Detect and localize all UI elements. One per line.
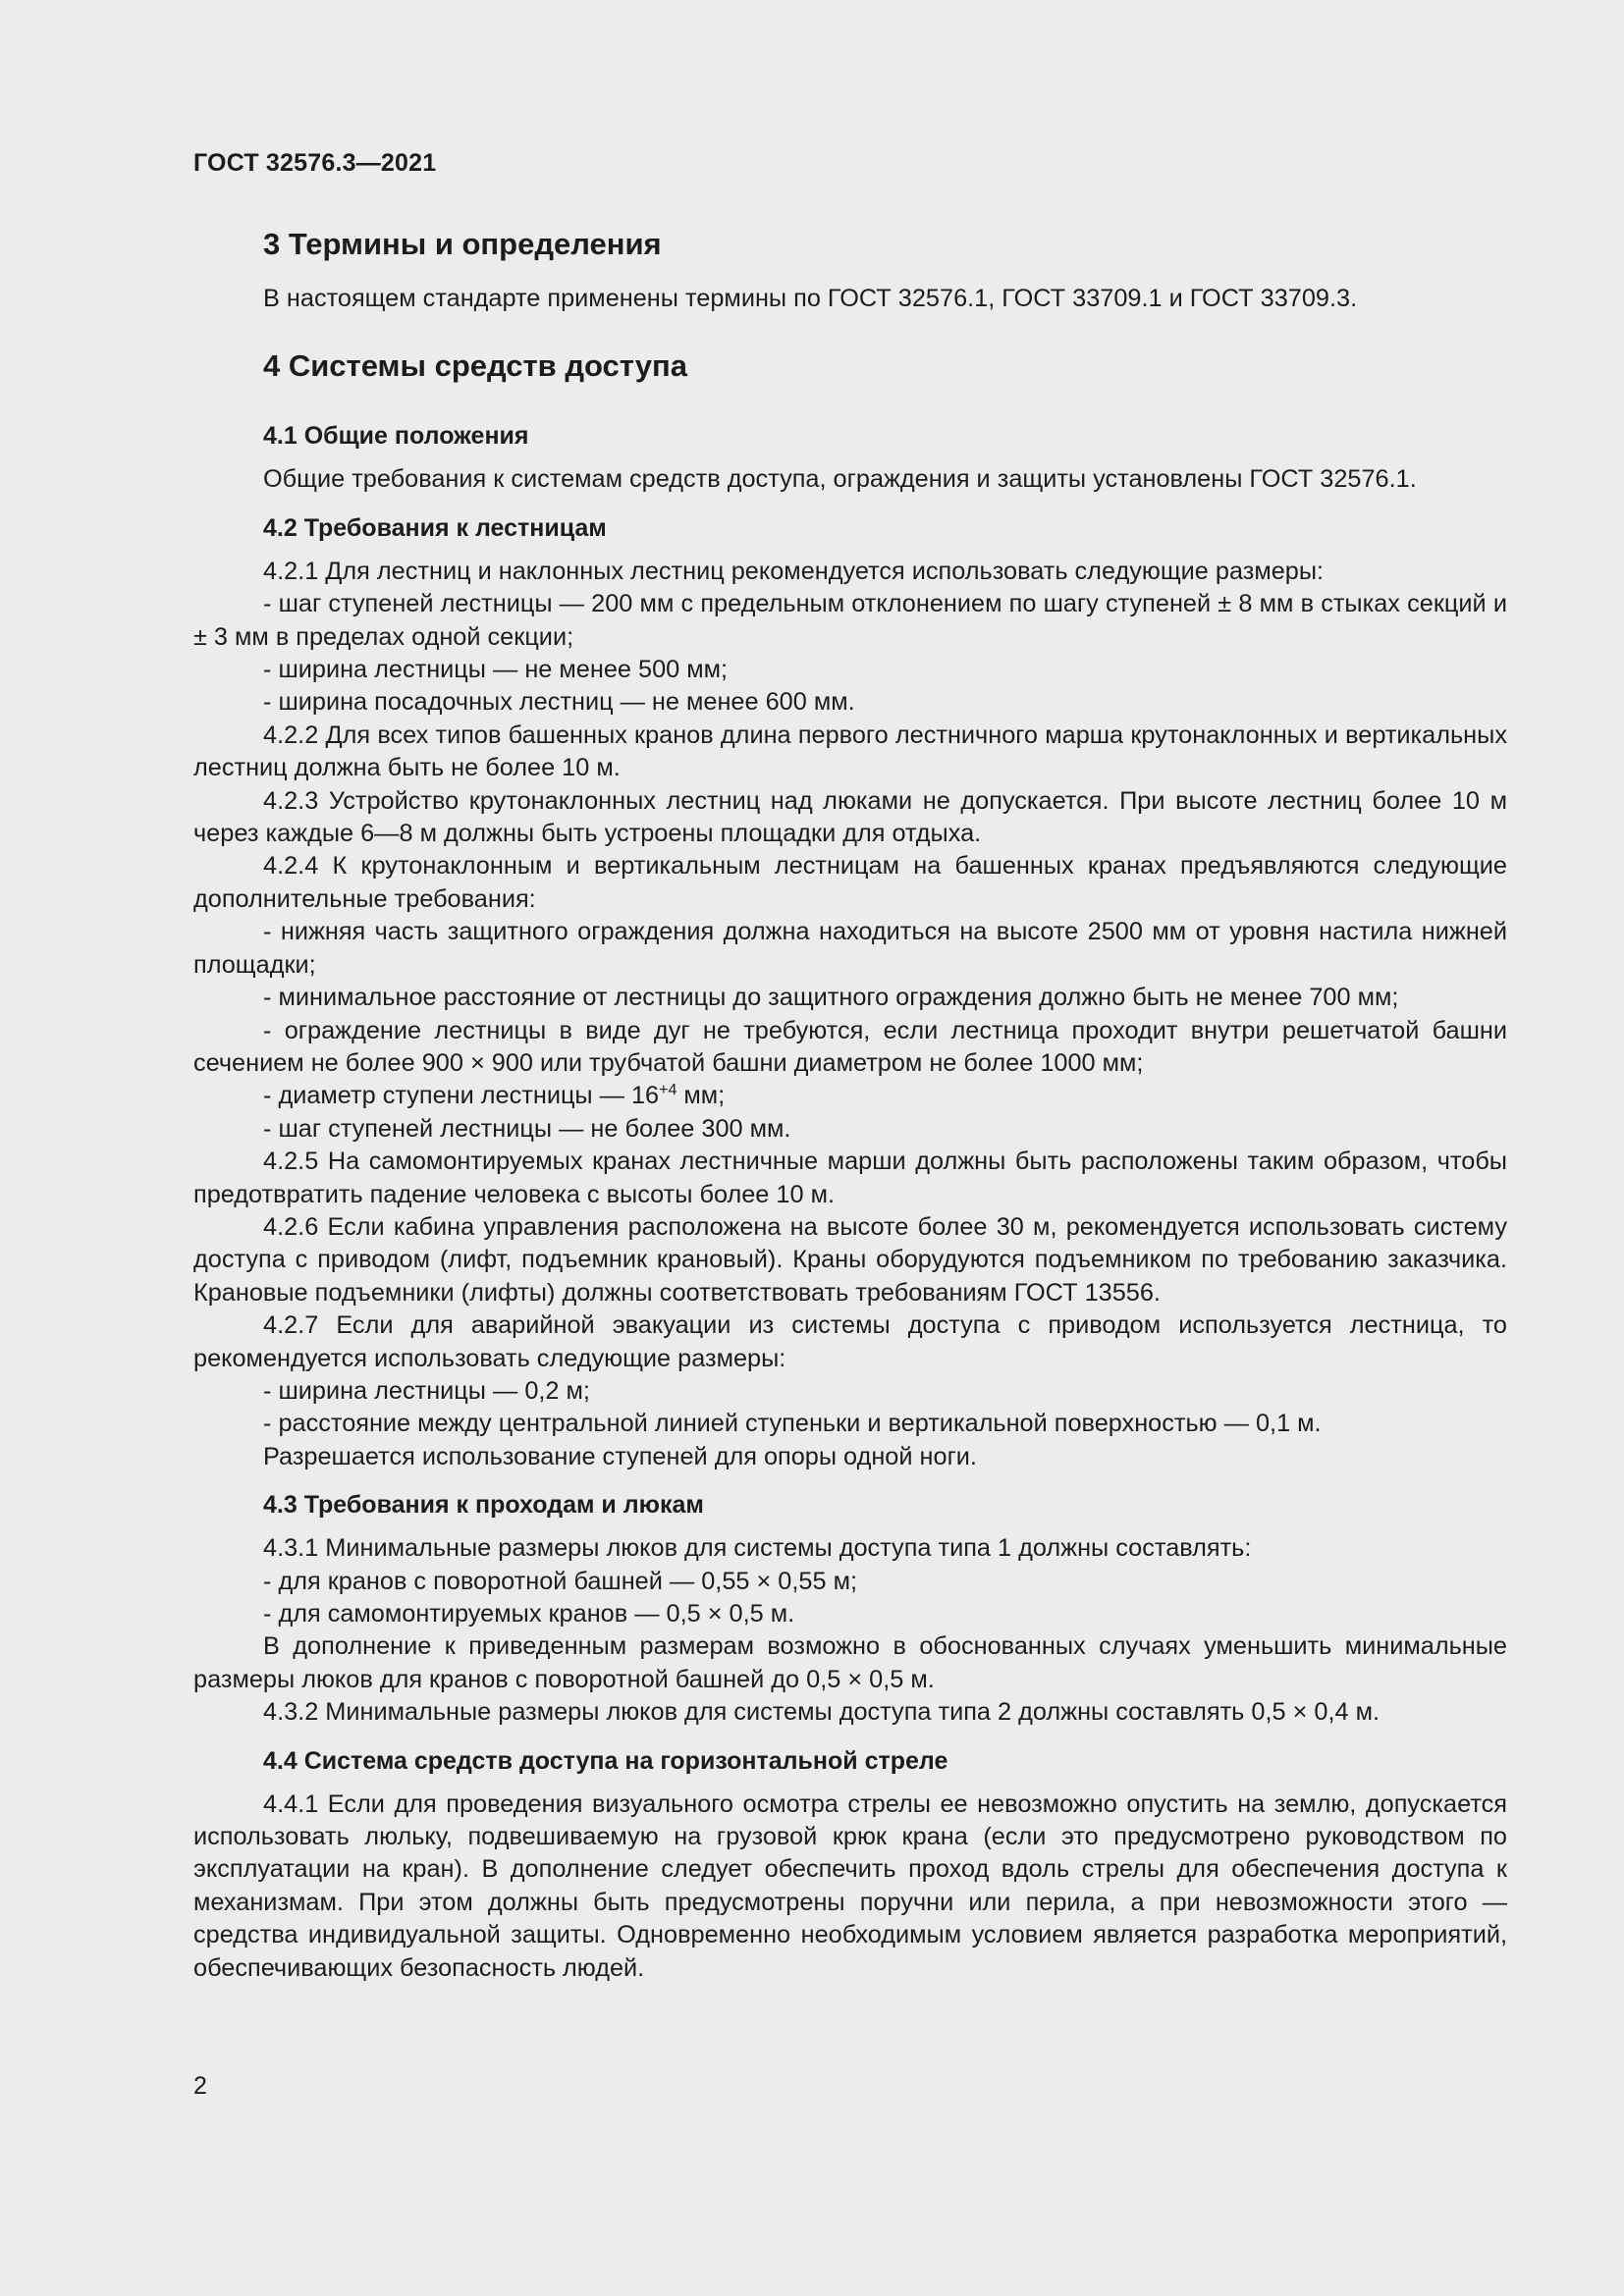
paragraph-4-2-5: 4.2.5 На самомонтируемых кранах лестничные марши должны быть расположены таким образом, чтобы предотвратить падение человека с высоты более 10 м.: [193, 1148, 1507, 1208]
paragraph-4-2-1: 4.2.1 Для лестниц и наклонных лестниц рекомендуется использовать следующие размеры:: [263, 557, 1325, 585]
paragraph-4-3-1: 4.3.1 Минимальные размеры люков для системы доступа типа 1 должны составлять:: [263, 1534, 1252, 1563]
step-diameter-text: - диаметр ступени лестницы — 16: [263, 1082, 660, 1110]
list-item: [193, 1080, 1507, 1112]
step-diameter-unit: мм;: [677, 1082, 726, 1110]
paragraph-4-3-2: 4.3.2 Минимальные размеры люков для системы доступа типа 2 должны составлять 0,5 × 0,4 м.: [263, 1698, 1380, 1727]
list-item: - ширина посадочных лестниц — не менее 600 мм.: [263, 688, 855, 717]
paragraph-4-2-6: 4.2.6 Если кабина управления расположена на высоте более 30 м, рекомендуется использовать систему доступа с приводом (лифт, подъемник крановый). Краны оборудуются подъемником по требованию заказчика. Крановые подъемники (лифты) должны соответствовать требованиям ГОСТ 13556.: [193, 1212, 1507, 1307]
subsection-4-4-title: 4.4 Система средств доступа на горизонтальной стреле: [263, 1746, 948, 1775]
paragraph-4-2-4: 4.2.4 К крутонаклонным и вертикальным лестницам на башенных кранах предъявляются следующие дополнительные требования:: [193, 852, 1507, 913]
paragraph-4-2-3: 4.2.3 Устройство крутонаклонных лестниц над люками не допускается. При высоте лестниц более 10 м через каждые 6—8 м должны быть устроены площадки для отдыха.: [193, 786, 1507, 848]
page-content: [193, 220, 1507, 1985]
list-item: - минимальное расстояние от лестницы до защитного ограждения должно быть не менее 700 мм;: [263, 984, 1399, 1012]
subsection-4-3-title: 4.3 Требования к проходам и люкам: [263, 1491, 704, 1520]
subsection-4-1-title: 4.1 Общие положения: [263, 422, 529, 451]
list-item: - ширина лестницы — не менее 500 мм;: [263, 656, 729, 684]
paragraph-4-2-7: 4.2.7 Если для аварийной эвакуации из системы доступа с приводом используется лестница, то рекомендуется использовать следующие размеры:: [193, 1311, 1507, 1372]
list-item: - шаг ступеней лестницы — 200 мм с предельным отклонением по шагу ступеней ± 8 мм в стыках секций и ± 3 мм в пределах одной секции;: [193, 590, 1507, 651]
paragraph-4-4-1: 4.4.1 Если для проведения визуального осмотра стрелы ее невозможно опустить на землю, допускается использовать люльку, подвешиваемую на грузовой крюк крана (если это предусмотрено руководством по эксплуатации на кран). В дополнение следует обеспечить проход вдоль стрелы для обеспечения доступа к механизмам. При этом должны быть предусмотрены поручни или перила, а при невозможности этого — средства индивидуальной защиты. Одновременно необходимым условием является разработка мероприятий, обеспечивающих безопасность людей.: [193, 1789, 1507, 1982]
section-3-title: 3 Термины и определения: [263, 227, 662, 261]
section-4-title: 4 Системы средств доступа: [263, 348, 687, 384]
subsection-4-2-title: 4.2 Требования к лестницам: [263, 513, 607, 542]
tolerance-superscript: +4: [659, 1082, 677, 1099]
page-number: 2: [193, 2072, 207, 2100]
list-item: - для кранов с поворотной башней — 0,55 × 0,55 м;: [263, 1567, 857, 1595]
subsection-4-1-text: Общие требования к системам средств доступа, ограждения и защиты установлены ГОСТ 32576.1.: [263, 465, 1417, 494]
paragraph-4-2-2: 4.2.2 Для всех типов башенных кранов длина первого лестничного марша крутонаклонных и вертикальных лестниц должна быть не более 10 м.: [193, 721, 1507, 782]
list-item: - ширина лестницы — 0,2 м;: [263, 1376, 590, 1405]
list-item: - шаг ступеней лестницы — не более 300 мм.: [263, 1114, 791, 1143]
paragraph-note: Разрешается использование ступеней для опоры одной ноги.: [263, 1442, 977, 1470]
section-3-text: В настоящем стандарте применены термины по ГОСТ 32576.1, ГОСТ 33709.1 и ГОСТ 33709.3.: [263, 285, 1358, 312]
document-header: ГОСТ 32576.3—2021: [193, 149, 437, 177]
list-item: - ограждение лестницы в виде дуг не требуются, если лестница проходит внутри решетчатой башни сечением не более 900 × 900 или трубчатой башни диаметром не более 1000 мм;: [193, 1016, 1507, 1077]
list-item: - расстояние между центральной линией ступеньки и вертикальной поверхностью — 0,1 м.: [263, 1410, 1322, 1438]
list-item: - для самомонтируемых кранов — 0,5 × 0,5 м.: [263, 1600, 795, 1628]
list-item: - нижняя часть защитного ограждения должна находиться на высоте 2500 мм от уровня настила нижней площадки;: [193, 918, 1507, 979]
paragraph-4-3-1-note: В дополнение к приведенным размерам возможно в обоснованных случаях уменьшить минимальные размеры люков для кранов с поворотной башней до 0,5 × 0,5 м.: [193, 1632, 1507, 1693]
